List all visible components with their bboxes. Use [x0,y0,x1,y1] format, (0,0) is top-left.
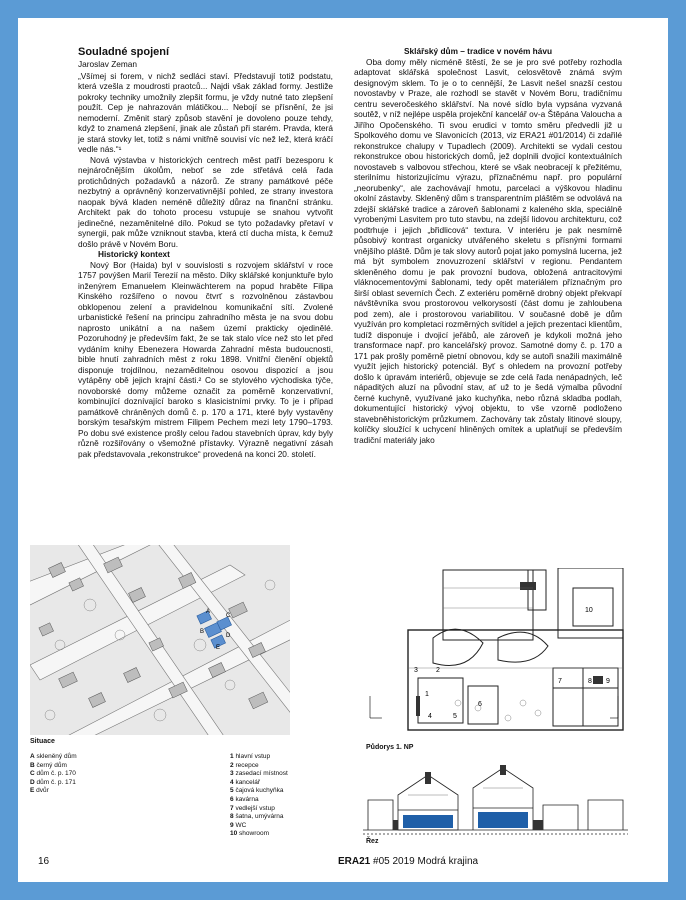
plan-label-5: 5 [453,713,457,720]
map-label-d: D [226,633,231,639]
plan-label-1: 1 [425,691,429,698]
site-map-drawing [30,545,290,735]
legend-item: E dvůr [30,787,49,795]
map-label-c: C [226,613,231,619]
legend-item: 3 zasedací místnost [230,770,288,778]
history-paragraph: Nový Bor (Haida) byl v souvislosti s rozvojem sklářství v roce 1757 povýšen Marií Terezií na město. Díky sklářské konjunktuře bylo inženýrem Emanuelem Kleinwächterem na popud hraběte Filipa Kinského rozšířeno o novou čtvrť s rozvolněnou zástavbou obklopenou zelení a pravidelnou komunikační sítí. Zvolené urbanistické řešení na principu zahradního města je na svou dobu naprosto unikátní a na našem území prakticky ojedinělé. Pozoruhodný je především fakt, že se tak stalo více než sto let před vydáním knihy Ebenezera Howarda Zahradní města budoucnosti, bible hnutí zahradních měst z roku 1898. Vnitřní členění objektů disponuje trojdílnou, nezaměditelnou osovou dispozicí a jsou vytápěny obě jejich krajní části.² Co se stylového východiska týče, novoborské domy můžeme označit za poměrně konzervativní, kombinující doznívající baroko s klasicistními prvky. To je i případ památkově chráněných domů č. p. 170 a 171, které byly vystavěny borským tesařským mistrem Filipem Pechem mezi lety 1790–1793. Po dobu své existence prošly celou řadou stavebních úprav, kdy byly různě rozšiřovány o všemožné přístavky. Výrazně negativní zásah pak představovala „rekonstrukce“ provedená na konci 20. století. [78,259,333,459]
section-heading-glass-house: Sklářský dům – tradice v novém hávu [404,46,553,56]
plan-label-4: 4 [428,713,432,720]
magazine-page [18,18,668,882]
magazine-footer [338,856,478,867]
plan-label-3: 3 [414,667,418,674]
section-drawing-svg [363,760,628,835]
legend-item: B černý dům [30,761,67,769]
map-label-e: E [216,645,221,651]
floor-plan [348,568,630,748]
legend-item: D dům č. p. 171 [30,778,76,786]
legend-letters [30,753,140,796]
legend-item: 2 recepce [230,761,259,769]
magazine-name: ERA21 [338,856,371,867]
plan-label-7: 7 [558,678,562,685]
plan-label-6: 6 [478,701,482,708]
map-label-b: B [200,629,205,635]
section-caption: Řez [366,838,379,845]
right-column [354,46,622,445]
section-drawing [363,760,628,835]
legend-item: 8 šatna, umývárna [230,813,284,821]
plan-label-10: 10 [585,607,593,614]
map-caption: Situace [30,738,55,745]
site-map [30,545,290,735]
glass-house-paragraph: Oba domy měly nicméně štěstí, že se je pro své potřeby rozhodla adaptovat sklářská společnost Lasvit, celosvětově známá svým designovým sklem. To je o to cennější, že Lasvit nešel snazší cestou novostavby v Praze, ale rozhodl se stavět v Novém Boru, tradičnímu centru severočeského sklářství. Na nové sídlo byla vypsána vyzvaná soutěž, v níž nejlépe uspěla projekční kancelář ov-a Štěpána Valoucha a Jiřího Opočenského. Ti svou erudici v tomto směru předvedli již u Spolkového domu ve Slavonicích (2013, viz ERA21 #01/2014) či zdařilé rekonstrukce chalupy v Tupadlech (2009). Architekti se vydali cestou rekonstrukce obou historických domů, jež doplnili dvojicí kontextuálních novostaveb s valbovou střechou, které se však neobracejí k přežitému, sterilnímu historizujícímu výrazu, příznačnému např. pro populární „neorubenky“, ale zachovávají hmotu, parcelaci a výškovou hladinu okolní zástavby. Skleněný dům s transparentním pláštěm se odvolává na zdejší sklářské tradice a zároveň šablonami z kaleného skla, speciálně vyrobenými Lasvitem pro tuto stavbu, na zdejší lidovou architekturu, což podtrhuje i jejich „břidlicová“ textura. V interiéru je pak nesmírně působivý kontrast organicky utvářeného skeletu s přísnými formami vnějšího pláště. Dům je tak slovy autorů pojat jako pomyslná lucerna, jež má být symbolem znovuzrození sklářství v regionu. Pendantem skleněného domu je pak provozní budova, obložená antracitovými vláknocementovými šablonami, tedy opět materiálem příznačným pro širší oblast severních Čech. Z exteriéru poměrně drobný objekt překvapí návštěvníka svou prostorovou velkorysostí (část domu je zahloubena pod zem), ale i prostorovou variabilitou. V současné době je dům využíván pro kompletaci rozměrných svítidel a jejich prezentaci klientům, tudíž disponuje i dvojicí jeřábů, ale zároveň je kdykoli možná jeho transformace např. pro kancelářský provoz. Samotné domy č. p. 170 a 171 pak prošly poměrně pietní obnovou, kdy se autoři snažili maximálně využít jejich historický potenciál. Byť s ohledem na provozní potřeby došlo k úpravám interiérů, objevuje se zde celá řada nenápadných, leč nápaditých aluzí na původní stav, ať už to je šedá výmalba původní černé kuchyně, využívané jako kuchyňka, nebo různá skladba podlah, dokumentující historický vývoj objektu, to vše vzorně podloženo stavebněhistorickým průzkumem. Zachovány tak zůstaly litinové sloupy, kolíčky sloužící k uchycení hliněných omítek a uplatňují se především tradiční materiály jako [354,56,622,445]
legend-item: 10 showroom [230,830,270,838]
plan-label-9: 9 [606,678,610,685]
plan-label-8: 8 [588,678,592,685]
map-label-a: A [206,609,211,615]
article-title: Souladné spojení [78,46,170,58]
plan-label-2: 2 [436,667,440,674]
legend-item: A skleněný dům [30,753,77,760]
section-heading-history: Historický kontext [98,249,170,259]
legend-item: 6 kavárna [230,795,259,803]
legend-item: C dům č. p. 170 [30,770,76,778]
article-author: Jaroslav Zeman [78,59,138,69]
legend-item: 9 WC [230,821,247,829]
issue-label: #05 2019 Modrá krajina [373,856,479,867]
legend-numbers [230,753,340,839]
floor-plan-drawing [348,568,630,748]
plan-caption: Půdorys 1. NP [366,744,414,751]
intro-paragraph: Nová výstavba v historických centrech měst patří bezesporu k nejnáročnějším úkolům, neboť se zde střetává celá řada protichůdných požadavků a názorů. Ze strany památkové péče nezbytný a oprávněný konzervativnější pohled, ze strany investora naopak bývá kladen neméně důležitý důraz na finanční stránku. Architekt pak do tohoto procesu vstupuje se snahou vytvořit jedinečné, nezaměnitelné dílo. Pokud se tyto požadavky přetaví v synergii, pak může vzniknout stavba, která ctí ducha místa, k čemuž došlo právě v Novém Boru. [78,154,333,249]
page-number: 16 [38,856,50,867]
left-column [78,46,333,459]
legend-item: 5 čajová kuchyňka [230,787,284,795]
legend-item: 1 hlavní vstup [230,753,271,760]
quote-paragraph: „Všímej si forem, v nichž sedláci staví. Představují totiž podstatu, která vzešla z moudrosti praotců... Najdi však základ formy. Jestliže pokroky techniky umožnily zlepšit formu, je vždy nutné tato zlepšení použít. Cep je nahrazován mlátičkou... Nebojí se přísnění, že jsi nemoderní. Změnit starý způsob stavění je dovoleno pouze tehdy, když to znamená zlepšení, jinak ale zůstaň při starém. Pravda, která je stará stovky let, totiž s námi vnitřně souvisí víc než lež, která kráčí vedle nás.“¹ [78,70,333,154]
legend-item: 4 kancelář [230,778,261,786]
legend-item: 7 vedlejší vstup [230,804,275,812]
